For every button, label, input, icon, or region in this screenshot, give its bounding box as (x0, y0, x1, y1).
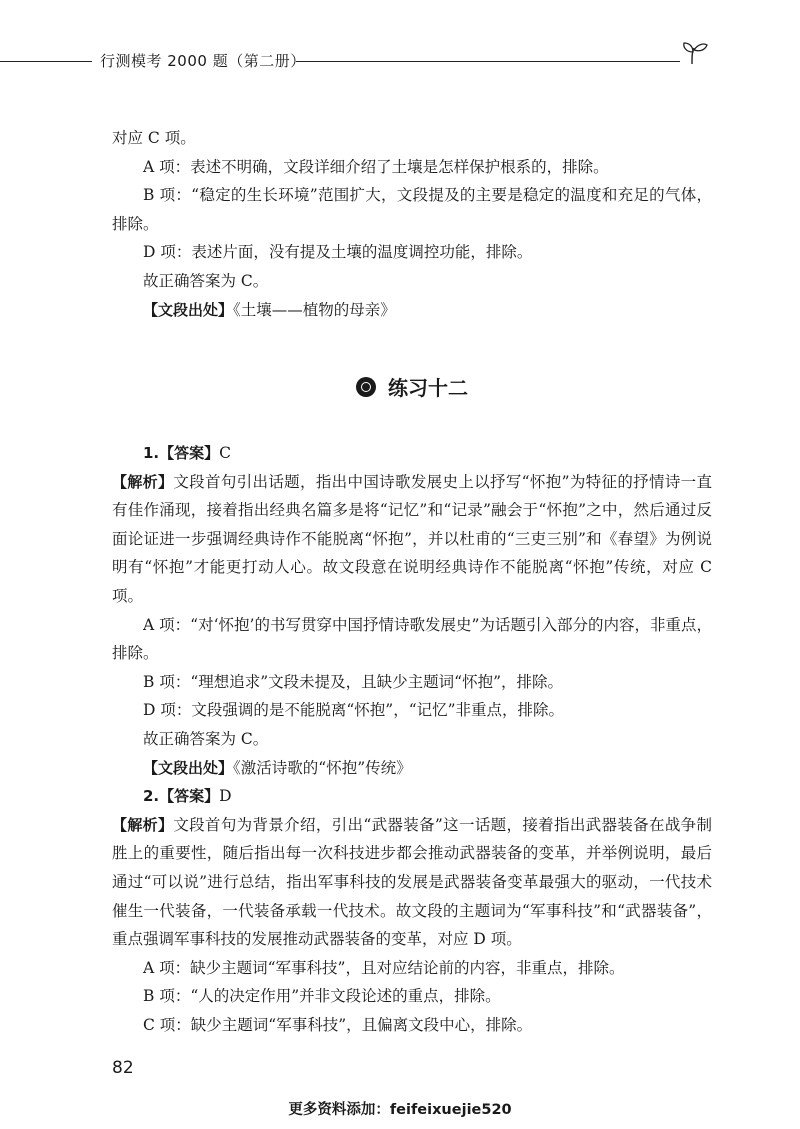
exercise-answers (112, 439, 712, 1039)
source-text: 《激活诗歌的“怀抱”传统》 (233, 758, 412, 777)
q1-analysis (112, 468, 712, 611)
q2-answer (112, 782, 712, 811)
source-label: 【文段出处】 (143, 758, 234, 777)
analysis-label: 【解析】 (112, 472, 174, 491)
q2-analysis (112, 811, 712, 954)
source-line (112, 296, 712, 325)
header-rule-right (296, 61, 680, 62)
q1-option-d: D 项：文段强调的是不能脱离“怀抱”，“记忆”非重点，排除。 (143, 701, 565, 720)
section-title (112, 374, 712, 403)
header-title: 行测模考 2000 题（第二册） (100, 52, 306, 70)
q2-option-b: B 项：“人的决定作用”并非文段论述的重点，排除。 (143, 987, 501, 1006)
conclusion: 故正确答案为 C。 (143, 271, 269, 290)
header-rule-left (0, 61, 92, 62)
q1-conclusion: 故正确答案为 C。 (143, 729, 269, 748)
source-label: 【文段出处】 (143, 300, 234, 319)
page-number: 82 (112, 1058, 134, 1078)
section-badge-icon (356, 377, 376, 397)
option-a: A 项：表述不明确，文段详细介绍了土壤是怎样保护根系的，排除。 (143, 157, 609, 176)
previous-question-tail (112, 124, 712, 324)
section-title-text: 练习十二 (388, 376, 468, 400)
paragraph: 对应 C 项。 (112, 129, 196, 147)
answer-value: C (219, 444, 232, 462)
footer-note: 更多资料添加：feifeixuejie520 (288, 1102, 512, 1118)
analysis-label: 【解析】 (112, 815, 174, 834)
q1-option-a: A 项：“对‘怀抱’的书写贯穿中国抒情诗歌发展史”为话题引入部分的内容，非重点，排除。 (112, 615, 712, 663)
q2-option-a: A 项：缺少主题词“军事科技”，且对应结论前的内容，非重点，排除。 (143, 958, 625, 977)
option-b: B 项：“稳定的生长环境”范围扩大，文段提及的主要是稳定的温度和充足的气体，排除。 (112, 186, 712, 233)
running-header (0, 50, 800, 74)
analysis-text: 文段首句为背景介绍，引出“武器装备”这一话题，接着指出武器装备在战争制胜上的重要性，随后指出每一次科技进步都会推动武器装备的变革，并举例说明，最后通过“可以说”进行总结，指出军事科技的发展是武器装备变革最强大的驱动，一代技术催生一代装备，一代装备承载一代技术。故文段的主题词为“军事科技”和“武器装备”，重点强调军事科技的发展推动武器装备的变革，对应 D 项。 (112, 815, 712, 949)
sprout-icon (680, 40, 710, 66)
analysis-text: 文段首句引出话题，指出中国诗歌发展史上以抒写“怀抱”为特征的抒情诗一直有佳作涌现，接着指出经典名篇多是将“记忆”和“记录”融会于“怀抱”之中，然后通过反面论证进一步强调经典诗作不能脱离“怀抱”，并以杜甫的“三吏三别”和《春望》为例说明有“怀抱”才能更打动人心。故文段意在说明经典诗作不能脱离“怀抱”传统，对应 C 项。 (112, 472, 712, 605)
answer-label: 1.【答案】 (143, 444, 220, 462)
source-text: 《土壤——植物的母亲》 (233, 300, 396, 319)
option-d: D 项：表述片面，没有提及土壤的温度调控功能，排除。 (143, 243, 533, 262)
answer-value: D (219, 787, 232, 806)
q2-option-c: C 项：缺少主题词“军事科技”，且偏离文段中心，排除。 (143, 1015, 533, 1034)
q1-option-b: B 项：“理想追求”文段未提及，且缺少主题词“怀抱”，排除。 (143, 672, 564, 691)
q1-answer (112, 439, 712, 468)
q1-source (112, 754, 712, 783)
answer-label: 2.【答案】 (143, 787, 220, 806)
